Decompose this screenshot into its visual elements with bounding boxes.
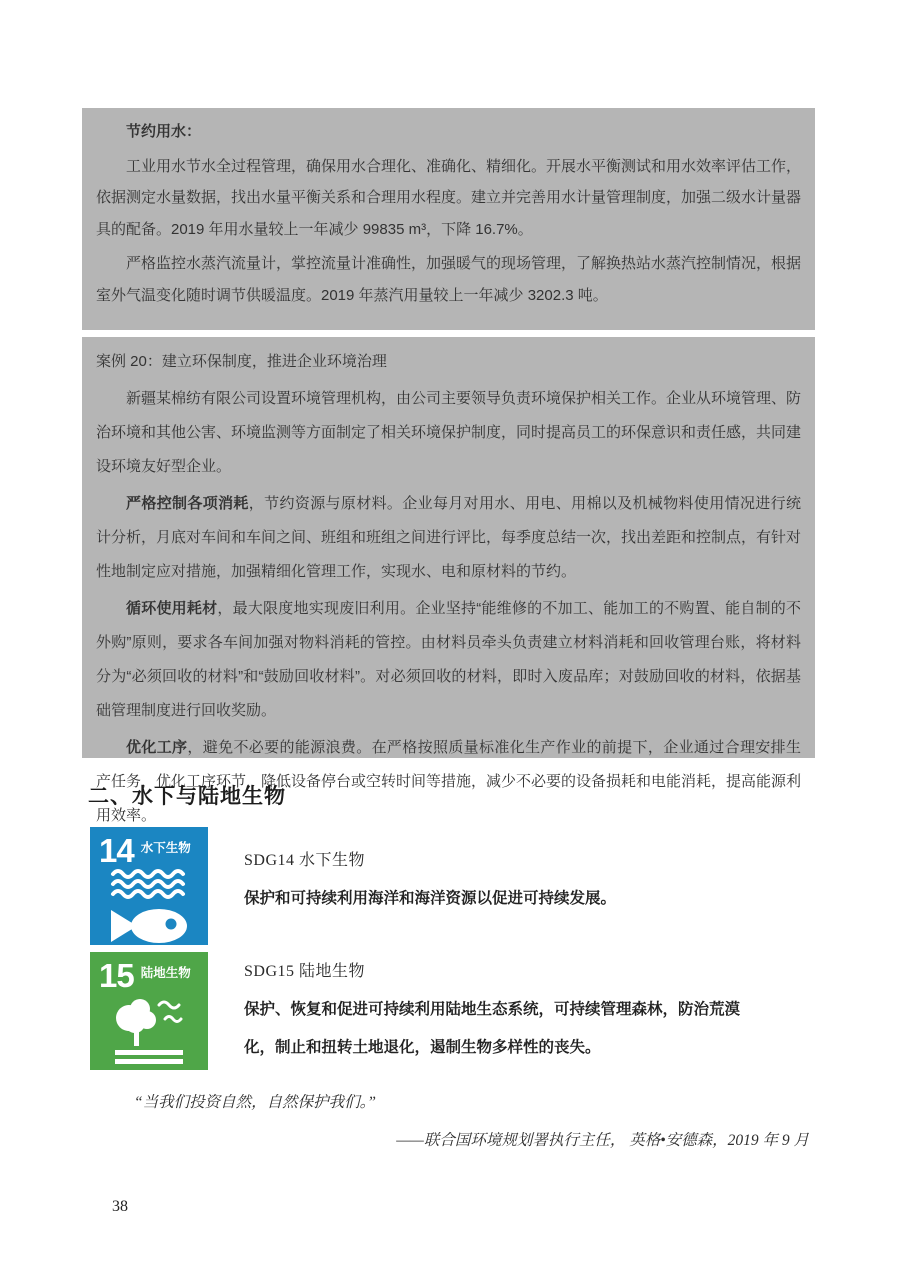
case20-item-lead: 循环使用耗材 bbox=[126, 600, 218, 617]
section-heading: 二、水下与陆地生物 bbox=[88, 785, 286, 808]
water-box-title: 节约用水： bbox=[126, 123, 202, 140]
sdg14-badge-header bbox=[90, 827, 208, 867]
case20-item-text: ，节约资源与原材料。企业每月对用水、用电、用棉以及机械物料使用情况进行统计分析，月底对车间和车间之间、班组和班组之间进行评比，每季度总结一次，找出差距和控制点，有针对性地制定应对措施，加强精细化管理工作，实现水、电和原材料的节约。 bbox=[96, 495, 802, 580]
water-box-paragraph: 严格监控水蒸汽流量计，掌控流量计准确性，加强暖气的现场管理，了解换热站水蒸汽控制情况，根据室外气温变化随时调节供暖温度。2019 年蒸汽用量较上一年减少 3202.3 吨。 bbox=[96, 255, 802, 304]
sdg14-icon bbox=[90, 827, 208, 945]
sdg14-number: 14 bbox=[99, 832, 134, 869]
page-number: 38 bbox=[112, 1198, 128, 1215]
quote-text: “当我们投资自然，自然保护我们。” bbox=[134, 1094, 376, 1111]
birds-icon bbox=[159, 1002, 181, 1022]
case20-item-lead: 优化工序 bbox=[126, 739, 188, 756]
case20-item bbox=[96, 487, 801, 589]
case20-item bbox=[96, 592, 801, 728]
case20-intro: 新疆某棉纺有限公司设置环境管理机构，由公司主要领导负责环境保护相关工作。企业从环境管理、防治环境和其他公害、环境监测等方面制定了相关环境保护制度，同时提高员工的环保意识和责任感，共同建设环境友好型企业。 bbox=[96, 390, 802, 475]
sdg14-text-block bbox=[244, 827, 616, 918]
case20-item-text: ，最大限度地实现废旧利用。企业坚持“能维修的不加工、能加工的不购置、能自制的不外购”原则，要求各车间加强对物料消耗的管控。由材料员牵头负责建立材料消耗和回收管理台账，将材料分为“必须回收的材料”和“鼓励回收材料”。对必须回收的材料，即时入废品库；对鼓励回收的材料，依据基础管理制度进行回收奖励。 bbox=[96, 600, 801, 719]
fish-icon bbox=[103, 899, 195, 945]
sdg15-row bbox=[90, 952, 754, 1070]
sdg15-badge-header bbox=[90, 952, 208, 992]
sdg15-description: 保护、恢复和促进可持续利用陆地生态系统，可持续管理森林，防治荒漠化，制止和扭转土地退化，遏制生物多样性的丧失。 bbox=[244, 1001, 741, 1056]
waves-icon bbox=[105, 867, 193, 899]
sdg14-description: 保护和可持续利用海洋和海洋资源以促进可持续发展。 bbox=[244, 890, 617, 907]
sdg15-badge-label: 陆地生物 bbox=[140, 966, 191, 980]
case20-title: 案例 20：建立环保制度，推进企业环境治理 bbox=[96, 353, 387, 370]
quote-attribution: ——联合国环境规划署执行主任， 英格•安德森，2019 年 9 月 bbox=[396, 1132, 809, 1149]
sdg14-artwork bbox=[90, 867, 208, 945]
sdg15-icon bbox=[90, 952, 208, 1070]
case20-item-text: ，避免不必要的能源浪费。在严格按照质量标准化生产作业的前提下，企业通过合理安排生产任务，优化工序环节，降低设备停台或空转时间等措施，减少不必要的设备损耗和电能消耗，提高能源利用效率。 bbox=[96, 739, 802, 824]
water-box-paragraph: 工业用水节水全过程管理，确保用水合理化、准确化、精细化。开展水平衡测试和用水效率评估工作，依据测定水量数据，找出水量平衡关系和合理用水程度。建立并完善用水计量管理制度，加强二级水计量器具的配备。2019 年用水量较上一年减少 99835 m³，下降 16.7%。 bbox=[96, 157, 802, 238]
case20-item-lead: 严格控制各项消耗 bbox=[126, 495, 249, 512]
water-saving-box bbox=[82, 108, 815, 330]
quote-block bbox=[82, 1090, 815, 1150]
tree-birds-ground-icon bbox=[101, 992, 197, 1066]
sdg15-title: SDG15 陆地生物 bbox=[244, 963, 366, 980]
sdg15-number: 15 bbox=[99, 957, 134, 994]
sdg14-title: SDG14 水下生物 bbox=[244, 852, 366, 869]
sdg15-artwork bbox=[90, 992, 208, 1066]
sdg14-row bbox=[90, 827, 616, 945]
sdg15-text-block bbox=[244, 952, 754, 1067]
sdg14-badge-label: 水下生物 bbox=[140, 841, 191, 855]
